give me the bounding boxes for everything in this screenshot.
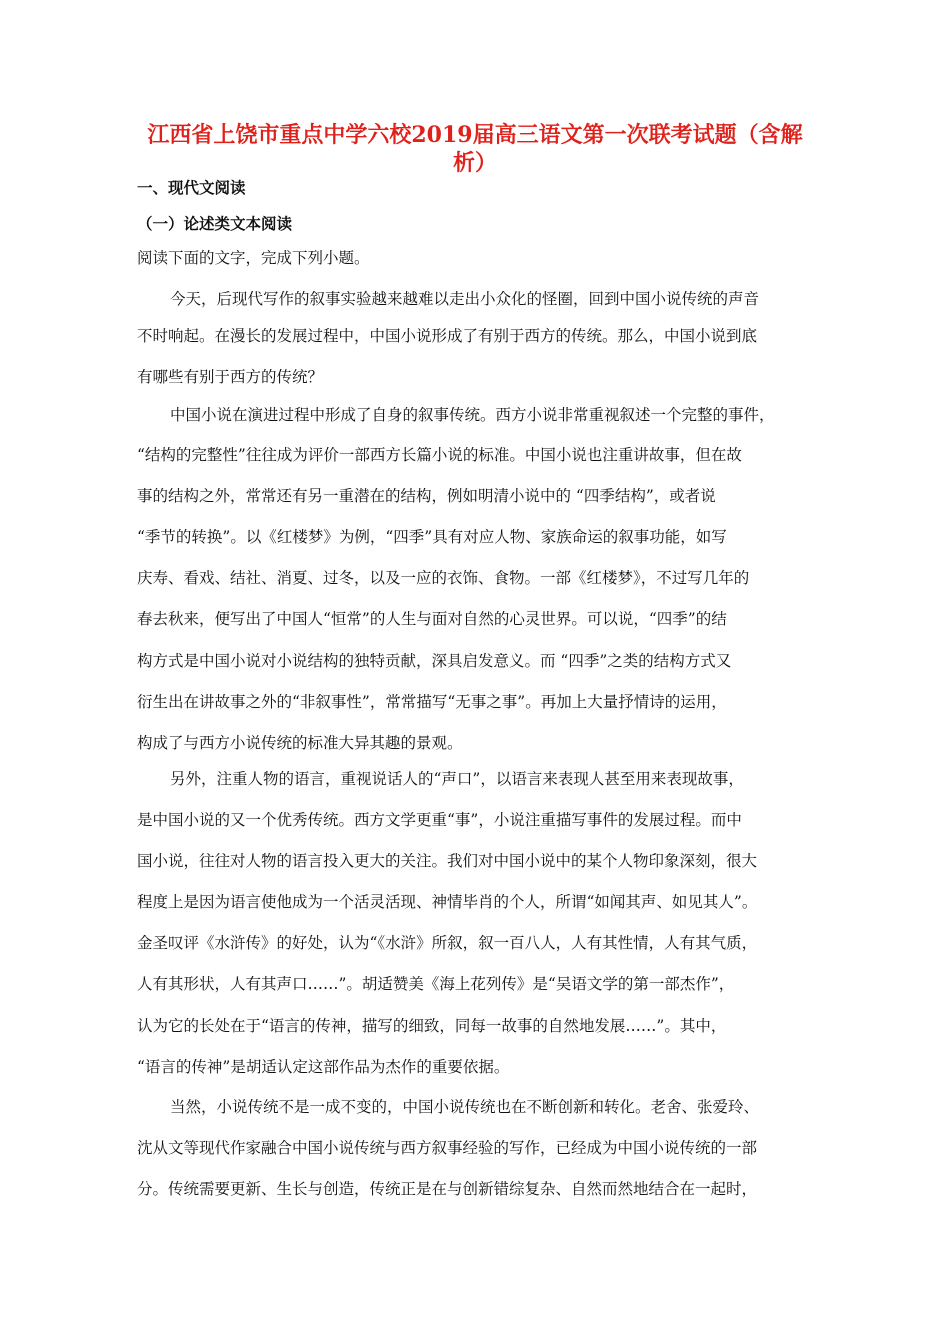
body-line: 有哪些有别于西方的传统？ [137, 368, 324, 386]
body-line: 构成了与西方小说传统的标准大异其趣的景观。 [137, 734, 463, 752]
body-line: 国小说，往往对人物的语言投入更大的关注。我们对中国小说中的某个人物印象深刻，很大 [137, 852, 758, 870]
body-line: 不时响起。在漫长的发展过程中，中国小说形成了有别于西方的传统。那么，中国小说到底 [137, 327, 758, 345]
body-line: “季节的转换”。以《红楼梦》为例，“四季”具有对应人物、家族命运的叙事功能，如写 [137, 528, 727, 546]
body-line: 程度上是因为语言使他成为一个活灵活现、神情毕肖的个人，所谓“如闻其声、如见其人”。 [137, 893, 758, 911]
title-line-2: 析） [452, 150, 497, 176]
body-line: 衍生出在讲故事之外的“非叙事性”，常常描写“无事之事”。再加上大量抒情诗的运用， [137, 693, 727, 711]
body-line: 春去秋来，便写出了中国人“恒常”的人生与面对自然的心灵世界。可以说，“四季”的结 [137, 610, 727, 628]
instruction-line: 阅读下面的文字，完成下列小题。 [137, 249, 370, 267]
body-line: 是中国小说的又一个优秀传统。西方文学更重“事”，小说注重描写事件的发展过程。而中 [137, 811, 742, 829]
body-line: 沈从文等现代作家融合中国小说传统与西方叙事经验的写作，已经成为中国小说传统的一部 [137, 1139, 758, 1157]
body-line: 事的结构之外，常常还有另一重潜在的结构，例如明清小说中的 “四季结构”，或者说 [137, 487, 716, 505]
body-line: 构方式是中国小说对小说结构的独特贡献，深具启发意义。而 “四季”之类的结构方式又 [137, 652, 732, 670]
body-line: 人有其形状，人有其声口……”。胡适赞美《海上花列传》是“吴语文学的第一部杰作”， [137, 975, 735, 993]
body-line: 庆寿、看戏、结社、消夏、过冬，以及一应的衣饰、食物。一部《红楼梦》，不过写几年的 [137, 569, 750, 587]
body-line: 金圣叹评《水浒传》的好处，认为“《水浒》所叙，叙一百八人，人有其性情，人有其气质， [137, 934, 758, 952]
body-line: “语言的传神”是胡适认定这部作品为杰作的重要依据。 [137, 1058, 510, 1076]
section-heading: 一、现代文阅读 [137, 178, 246, 197]
subsection-heading: （一）论述类文本阅读 [137, 214, 293, 233]
body-line: 今天，后现代写作的叙事实验越来越难以走出小众化的怪圈，回到中国小说传统的声音 [170, 290, 760, 308]
body-line: 认为它的长处在于“语言的传神，描写的细致，同每一故事的自然地发展……”。其中， [137, 1017, 727, 1035]
body-line: 中国小说在演进过程中形成了自身的叙事传统。西方小说非常重视叙述一个完整的事件， [170, 406, 775, 424]
body-line: 分。传统需要更新、生长与创造，传统正是在与创新错综复杂、自然而然地结合在一起时， [137, 1180, 758, 1198]
body-line: 另外，注重人物的语言，重视说话人的“声口”，以语言来表现人甚至用来表现故事， [170, 770, 744, 788]
document-title [130, 121, 820, 177]
body-line: “结构的完整性”往往成为评价一部西方长篇小说的标准。中国小说也注重讲故事，但在故 [137, 446, 742, 464]
title-line-1: 江西省上饶市重点中学六校2019届高三语文第一次联考试题（含解 [147, 122, 803, 148]
body-line: 当然，小说传统不是一成不变的，中国小说传统也在不断创新和转化。老舍、张爱玲、 [170, 1098, 760, 1116]
